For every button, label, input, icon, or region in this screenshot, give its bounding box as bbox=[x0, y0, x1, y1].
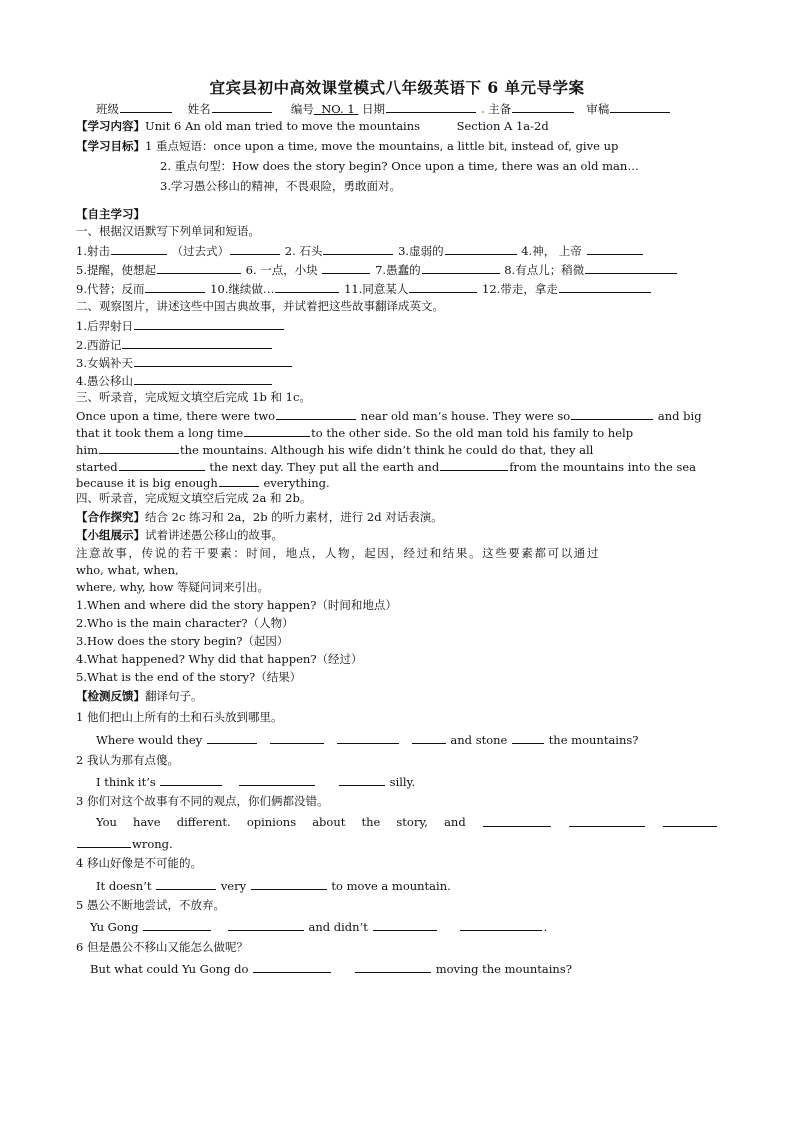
answer-blank[interactable] bbox=[569, 814, 645, 827]
passage-text: to the other side. So the old man told his family to help bbox=[311, 426, 634, 440]
sentence-text: Yu Gong bbox=[90, 920, 139, 934]
answer-blank[interactable] bbox=[440, 458, 508, 471]
passage-text: from the mountains into the sea bbox=[509, 460, 697, 474]
sentence-text: the mountains? bbox=[548, 733, 639, 747]
passage-text: and big bbox=[657, 409, 702, 423]
section-label: 【检测反馈】 bbox=[76, 689, 145, 703]
sentence-text: I think it’s bbox=[96, 775, 156, 789]
number-label: 编号 bbox=[290, 102, 314, 116]
section-label: 【合作探究】 bbox=[76, 510, 145, 524]
passage-line-3 bbox=[76, 441, 593, 459]
sentence-text: very bbox=[220, 879, 247, 893]
answer-blank[interactable] bbox=[322, 261, 370, 274]
passage-line-1 bbox=[76, 407, 702, 425]
vocab-item: 8.有点儿；稍微 bbox=[504, 263, 585, 277]
answer-blank[interactable] bbox=[145, 280, 205, 293]
answer-blank[interactable] bbox=[275, 280, 339, 293]
sentence-text: silly. bbox=[389, 775, 416, 789]
cooperation-section bbox=[76, 509, 443, 526]
date-label: 日期 bbox=[361, 102, 385, 116]
answer-blank[interactable] bbox=[99, 441, 179, 454]
answer-blank[interactable] bbox=[585, 261, 677, 274]
sentence-word: opinions bbox=[246, 815, 297, 829]
sentence-3-en-cont bbox=[76, 835, 173, 853]
page-title: 宜宾县初中高效课堂模式八年级英语下 6 单元导学案 bbox=[209, 78, 585, 97]
preparer-label: 主备 bbox=[488, 102, 512, 116]
sentence-word: and bbox=[444, 815, 466, 829]
coop-text: 结合 2c 练习和 2a，2b 的听力素材，进行 2d 对话表演。 bbox=[145, 510, 443, 524]
answer-blank[interactable] bbox=[337, 731, 399, 744]
section-label: 【学习目标】 bbox=[76, 139, 145, 153]
answer-blank[interactable] bbox=[134, 354, 292, 367]
answer-blank[interactable] bbox=[373, 918, 437, 931]
part-two-instruction: 二、观察图片，讲述这些中国古典故事，并试着把这些故事翻译成英文。 bbox=[76, 299, 444, 313]
answer-blank[interactable] bbox=[230, 242, 280, 255]
sentence-text: It doesn’t bbox=[96, 879, 152, 893]
answer-blank[interactable] bbox=[244, 424, 310, 437]
vocab-item: 9.代替；反而 bbox=[76, 282, 145, 296]
sentence-1-cn: 1 他们把山上所有的土和石头放到哪里。 bbox=[76, 710, 283, 724]
sentence-4-cn: 4 移山好像是不可能的。 bbox=[76, 856, 202, 870]
answer-blank[interactable] bbox=[251, 877, 327, 890]
answer-blank[interactable] bbox=[157, 261, 241, 274]
answer-blank[interactable] bbox=[276, 407, 356, 420]
passage-text: everything. bbox=[263, 476, 330, 490]
answer-blank[interactable] bbox=[160, 773, 222, 786]
passage-text: started bbox=[76, 460, 118, 474]
answer-blank[interactable] bbox=[355, 960, 431, 973]
sentence-text: moving the mountains? bbox=[435, 962, 572, 976]
answer-blank[interactable] bbox=[460, 918, 542, 931]
answer-blank[interactable] bbox=[77, 835, 131, 848]
group-intro-2: who, what, when, bbox=[76, 563, 179, 577]
reviewer-label: 审稿 bbox=[586, 102, 610, 116]
sentence-4-en bbox=[96, 877, 451, 895]
sentence-word: different. bbox=[176, 815, 231, 829]
question-4: 4.What happened? Why did that happen?（经过） bbox=[76, 652, 363, 666]
answer-blank[interactable] bbox=[270, 731, 324, 744]
preparer-blank[interactable] bbox=[512, 100, 574, 113]
passage-text: because it is big enough bbox=[76, 476, 218, 490]
sentence-word: story, bbox=[396, 815, 428, 829]
part-four-instruction: 四、听录音，完成短文填空后完成 2a 和 2b。 bbox=[76, 491, 312, 505]
reviewer-blank[interactable] bbox=[610, 100, 670, 113]
story-item-1 bbox=[76, 317, 285, 335]
vocab-row-3 bbox=[76, 280, 652, 298]
answer-blank[interactable] bbox=[143, 918, 211, 931]
section-label: 【小组展示】 bbox=[76, 528, 145, 542]
story-label: 1.后羿射日 bbox=[76, 319, 133, 333]
sentence-word: about bbox=[312, 815, 346, 829]
answer-blank[interactable] bbox=[663, 814, 717, 827]
answer-blank[interactable] bbox=[412, 731, 446, 744]
answer-blank[interactable] bbox=[422, 261, 500, 274]
answer-blank[interactable] bbox=[134, 372, 272, 385]
number-value: NO. 1 bbox=[321, 102, 355, 116]
passage-text: the next day. They put all the earth and bbox=[209, 460, 440, 474]
question-1: 1.When and where did the story happen?（时间和地点） bbox=[76, 598, 397, 612]
vocab-item: 6. 一点，小块 bbox=[245, 263, 318, 277]
sentence-6-en bbox=[90, 960, 572, 978]
class-blank[interactable] bbox=[120, 100, 172, 113]
sentence-1-en bbox=[96, 731, 638, 749]
sentence-word: have bbox=[133, 815, 161, 829]
vocab-item: 10.继续做… bbox=[210, 282, 275, 296]
learning-goal-1 bbox=[76, 138, 618, 155]
sentence-word: You bbox=[96, 815, 117, 829]
sentence-6-cn: 6 但是愚公不移山又能怎么做呢？ bbox=[76, 940, 248, 954]
group-intro-3: where, why, how 等疑问词来引出。 bbox=[76, 580, 270, 594]
answer-blank[interactable] bbox=[253, 960, 331, 973]
answer-blank[interactable] bbox=[134, 317, 284, 330]
part-one-instruction: 一、根据汉语默写下列单词和短语。 bbox=[76, 224, 260, 238]
vocab-item: 4.神， 上帝 bbox=[521, 244, 582, 258]
vocab-item: 7.愚蠢的 bbox=[375, 263, 421, 277]
answer-blank[interactable] bbox=[111, 242, 167, 255]
sentence-text: But what could Yu Gong do bbox=[90, 962, 249, 976]
answer-blank[interactable] bbox=[483, 814, 551, 827]
sentence-2-en bbox=[96, 773, 415, 791]
sentence-text: Where would they bbox=[96, 733, 203, 747]
story-label: 3.女娲补天 bbox=[76, 356, 133, 370]
name-blank[interactable] bbox=[212, 100, 272, 113]
story-item-2 bbox=[76, 336, 273, 354]
decorative-dot bbox=[482, 111, 484, 113]
goal-text: 1 重点短语：once upon a time, move the mountains, a little bit, instead of, give up bbox=[145, 139, 619, 153]
vocab-item: 3.虚弱的 bbox=[398, 244, 444, 258]
answer-blank[interactable] bbox=[339, 773, 385, 786]
passage-text: near old man’s house. They were so bbox=[360, 409, 571, 423]
content-text: Unit 6 An old man tried to move the mountains bbox=[145, 119, 421, 133]
sentence-3-cn: 3 你们对这个故事有不同的观点，你们俩都没错。 bbox=[76, 794, 329, 808]
answer-blank[interactable] bbox=[228, 918, 304, 931]
content-section: Section A 1a-2d bbox=[456, 119, 549, 133]
answer-blank[interactable] bbox=[207, 731, 257, 744]
passage-text: Once upon a time, there were two bbox=[76, 409, 276, 423]
sentence-5-cn: 5 愚公不断地尝试，不放弃。 bbox=[76, 898, 225, 912]
sentence-2-cn: 2 我认为那有点傻。 bbox=[76, 753, 179, 767]
header-line bbox=[96, 100, 671, 118]
story-label: 2.西游记 bbox=[76, 338, 122, 352]
vocab-row-2 bbox=[76, 261, 678, 279]
answer-blank[interactable] bbox=[587, 242, 643, 255]
answer-blank[interactable] bbox=[512, 731, 544, 744]
answer-blank[interactable] bbox=[571, 407, 653, 420]
answer-blank[interactable] bbox=[239, 773, 315, 786]
class-label: 班级 bbox=[96, 102, 119, 116]
answer-blank[interactable] bbox=[323, 242, 393, 255]
date-blank[interactable] bbox=[386, 100, 476, 113]
group-show-section bbox=[76, 527, 283, 544]
answer-blank[interactable] bbox=[219, 474, 259, 487]
name-label: 姓名 bbox=[187, 102, 211, 116]
answer-blank[interactable] bbox=[156, 877, 216, 890]
vocab-item: （过去式） bbox=[171, 244, 230, 258]
vocab-item: 12.带走，拿走 bbox=[482, 282, 558, 296]
sentence-word: the bbox=[361, 815, 381, 829]
answer-blank[interactable] bbox=[122, 336, 272, 349]
story-item-3 bbox=[76, 354, 293, 372]
passage-text: that it took them a long time bbox=[76, 426, 244, 440]
self-study-heading: 【自主学习】 bbox=[76, 207, 145, 221]
vocab-item: 1.射击 bbox=[76, 244, 110, 258]
check-section bbox=[76, 688, 203, 705]
check-text: 翻译句子。 bbox=[145, 689, 203, 703]
answer-blank[interactable] bbox=[559, 280, 651, 293]
learning-goal-3: 3.学习愚公移山的精神，不畏艰险，勇敢面对。 bbox=[160, 179, 401, 193]
part-three-instruction: 三、听录音，完成短文填空后完成 1b 和 1c。 bbox=[76, 390, 311, 404]
question-5: 5.What is the end of the story?（结果） bbox=[76, 670, 302, 684]
story-label: 4.愚公移山 bbox=[76, 374, 133, 388]
vocab-item: 2. 石头 bbox=[284, 244, 323, 258]
vocab-row-1 bbox=[76, 242, 644, 260]
answer-blank[interactable] bbox=[445, 242, 517, 255]
passage-line-2 bbox=[76, 424, 633, 442]
passage-text: the mountains. Although his wife didn’t think he could do that, they all bbox=[180, 443, 594, 457]
section-label: 【学习内容】 bbox=[76, 119, 145, 133]
group-text: 试着讲述愚公移山的故事。 bbox=[145, 528, 283, 542]
answer-blank[interactable] bbox=[409, 280, 477, 293]
sentence-text: and didn’t bbox=[308, 920, 368, 934]
learning-goal-2: 2. 重点句型：How does the story begin? Once upon a time, there was an old man… bbox=[160, 159, 639, 173]
learning-content bbox=[76, 118, 549, 135]
story-item-4 bbox=[76, 372, 273, 390]
sentence-text: and stone bbox=[450, 733, 508, 747]
question-3: 3.How does the story begin?（起因） bbox=[76, 634, 289, 648]
answer-blank[interactable] bbox=[119, 458, 205, 471]
passage-text: him bbox=[76, 443, 98, 457]
vocab-item: 11.同意某人 bbox=[344, 282, 409, 296]
sentence-text: to move a mountain. bbox=[331, 879, 451, 893]
question-2: 2.Who is the main character?（人物） bbox=[76, 616, 294, 630]
vocab-item: 5.提醒，使想起 bbox=[76, 263, 156, 277]
group-intro: 注意故事，传说的若干要素：时间，地点，人物，起因，经过和结果。这些要素都可以通过 bbox=[76, 546, 600, 560]
sentence-text: wrong. bbox=[132, 837, 173, 851]
sentence-5-en: Yu Gong and didn’t . bbox=[90, 920, 548, 934]
sentence-3-en bbox=[96, 814, 718, 831]
